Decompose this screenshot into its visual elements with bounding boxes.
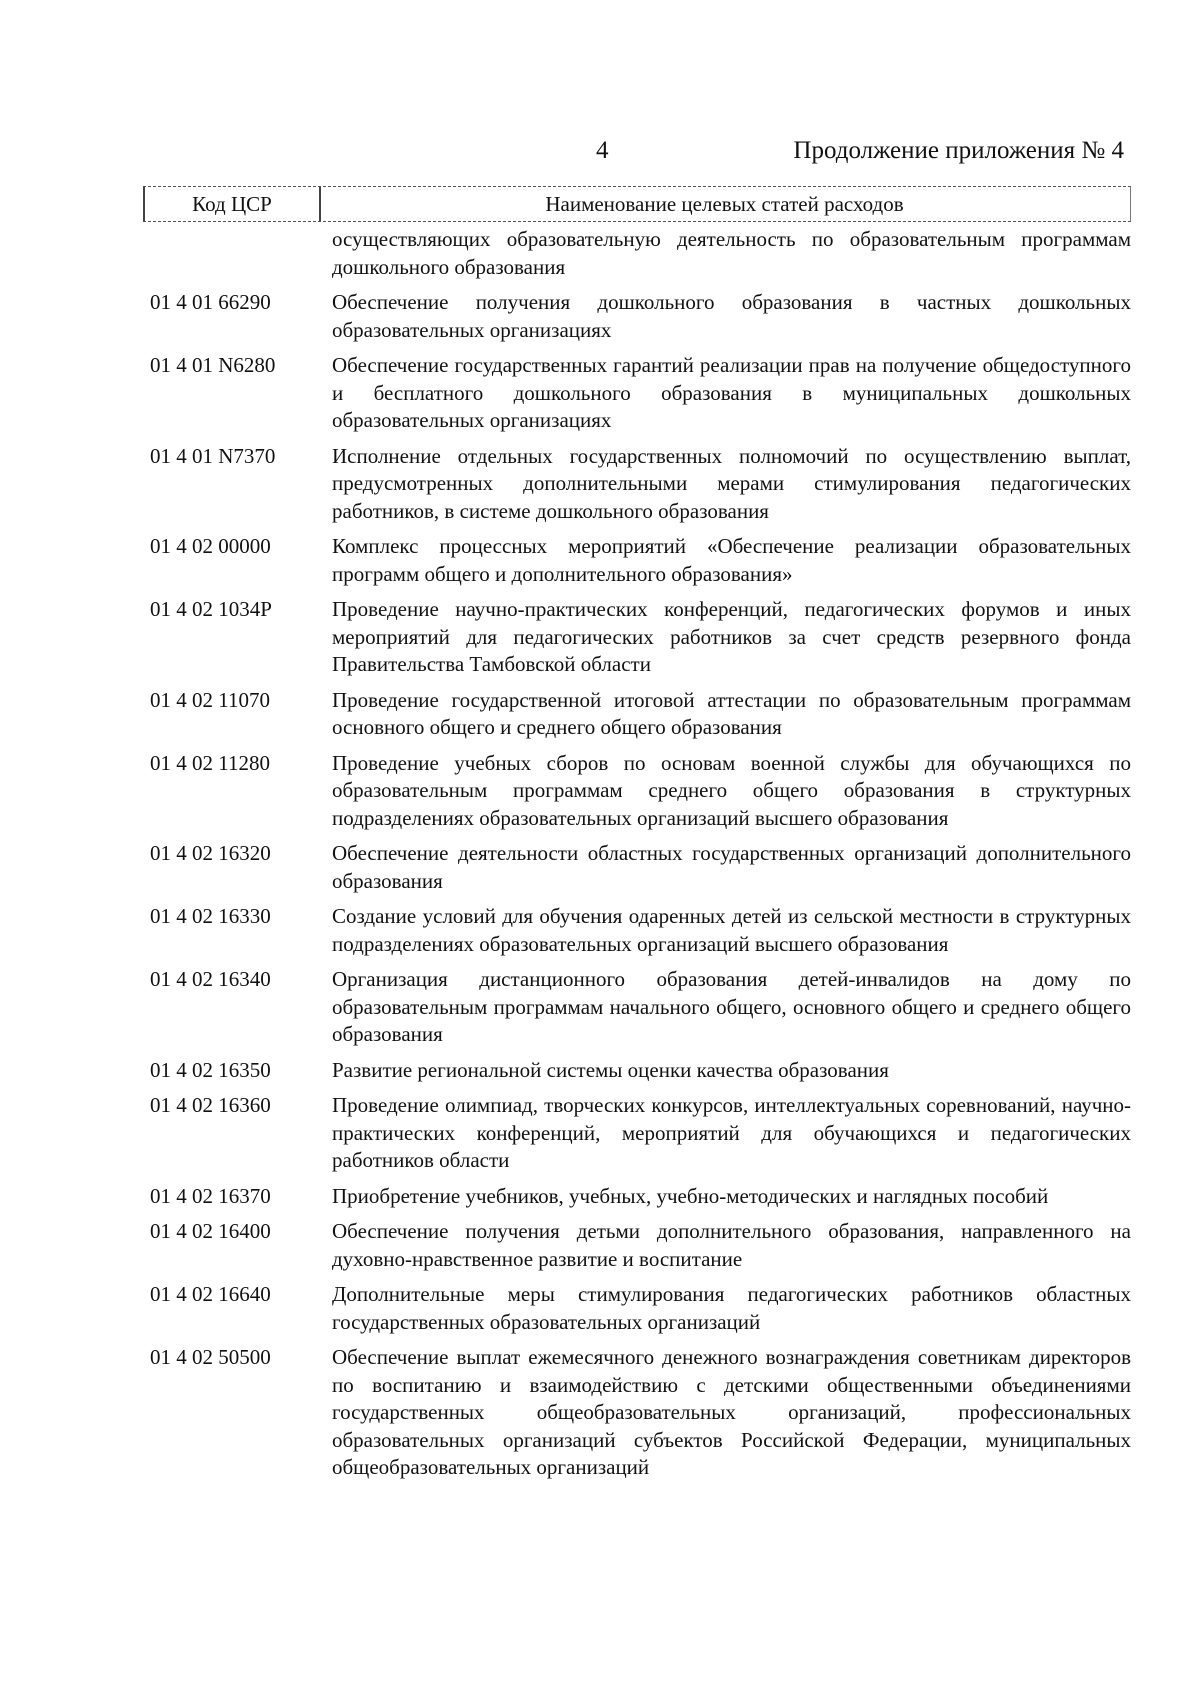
row-description: Комплекс процессных мероприятий «Обеспечение реализации образовательных программ общего и дополнительного образования» — [332, 534, 1131, 586]
row-code: 01 4 02 50500 — [150, 1345, 271, 1369]
row-code: 01 4 02 11070 — [150, 687, 270, 712]
row-code: 01 4 01 N7370 — [150, 443, 276, 468]
table-row — [150, 903, 1131, 958]
row-description: Обеспечение государственных гарантий реализации прав на получение общедоступного и бесплатного дошкольного образования в муниципальных дошкольных образовательных организациях — [332, 353, 1131, 432]
table-row — [150, 1057, 1131, 1085]
row-description: Проведение научно-практических конференций, педагогических форумов и иных мероприятий для педагогических работников за счет средств резервного фонда Правительства Тамбовской области — [332, 597, 1131, 676]
row-description: Приобретение учебников, учебных, учебно-методических и наглядных пособий — [332, 1183, 1049, 1208]
table-header — [143, 186, 1131, 222]
table-row — [150, 1218, 1131, 1273]
table-row — [150, 443, 1131, 526]
row-description: осуществляющих образовательную деятельность по образовательным программам дошкольного образования — [332, 227, 1131, 279]
row-code: 01 4 01 N6280 — [150, 353, 276, 377]
table-row — [150, 352, 1131, 435]
appendix-continuation-title: Продолжение приложения № 4 — [793, 137, 1124, 164]
column-header-code: Код ЦСР — [143, 187, 321, 221]
row-code: 01 4 02 16350 — [150, 1057, 271, 1082]
row-code: 01 4 02 00000 — [150, 534, 271, 558]
table-row — [150, 226, 1131, 281]
row-code: 01 4 02 16360 — [150, 1093, 271, 1117]
table-row — [150, 750, 1131, 833]
row-description: Обеспечение получения детьми дополнительного образования, направленного на духовно-нравственное развитие и воспитание — [332, 1219, 1131, 1271]
row-code: 01 4 02 16370 — [150, 1183, 271, 1208]
table-row — [150, 1344, 1131, 1482]
row-code: 01 4 01 66290 — [150, 290, 271, 314]
row-description: Дополнительные меры стимулирования педагогических работников областных государственных образовательных организаций — [332, 1282, 1131, 1334]
row-description: Исполнение отдельных государственных полномочий по осуществлению выплат, предусмотренных дополнительными мерами стимулирования педагогических работников, в системе дошкольного образования — [332, 443, 1131, 523]
row-description: Проведение учебных сборов по основам военной службы для обучающихся по образовательным программам среднего общего образования в структурных подразделениях образовательных организаций высшего образования — [332, 750, 1131, 830]
row-description: Создание условий для обучения одаренных детей из сельской местности в структурных подразделениях образовательных организаций высшего образования — [332, 904, 1131, 956]
row-description: Организация дистанционного образования детей-инвалидов на дому по образовательным программам начального общего, основного общего и среднего общего образования — [332, 967, 1131, 1046]
row-description: Обеспечение получения дошкольного образования в частных дошкольных образовательных организациях — [332, 290, 1131, 342]
row-code: 01 4 02 16340 — [150, 967, 271, 991]
row-code: 01 4 02 16320 — [150, 841, 271, 865]
table-row — [150, 289, 1131, 344]
table-row — [150, 596, 1131, 679]
table-body — [150, 226, 1131, 1490]
table-row — [150, 966, 1131, 1049]
row-code: 01 4 02 16640 — [150, 1282, 271, 1306]
row-code: 01 4 02 16400 — [150, 1219, 271, 1243]
row-description: Проведение государственной итоговой аттестации по образовательным программам основного общего и среднего общего образования — [332, 687, 1131, 739]
table-row — [150, 840, 1131, 895]
row-code: 01 4 02 16330 — [150, 904, 271, 928]
column-header-name: Наименование целевых статей расходов — [319, 187, 1131, 221]
table-row — [150, 687, 1131, 742]
page-number: 4 — [596, 137, 609, 164]
row-code: 01 4 02 11280 — [150, 750, 270, 775]
table-row — [150, 1092, 1131, 1175]
row-description: Обеспечение деятельности областных государственных организаций дополнительного образования — [332, 841, 1131, 893]
row-description: Проведение олимпиад, творческих конкурсов, интеллектуальных соревнований, научно-практических конференций, мероприятий для обучающихся и педагогических работников области — [332, 1093, 1131, 1172]
row-description: Развитие региональной системы оценки качества образования — [332, 1057, 889, 1082]
table-row — [150, 1281, 1131, 1336]
table-row — [150, 1183, 1131, 1211]
table-row — [150, 533, 1131, 588]
row-code: 01 4 02 1034Р — [150, 597, 272, 621]
row-description: Обеспечение выплат ежемесячного денежного вознаграждения советникам директоров по воспитанию и взаимодействию с детскими общественными объединениями государственных общеобразовательных организаций, профессиональных образовательных организаций субъектов Российской Федерации, муниципальных общеобразовательных организаций — [332, 1345, 1131, 1479]
